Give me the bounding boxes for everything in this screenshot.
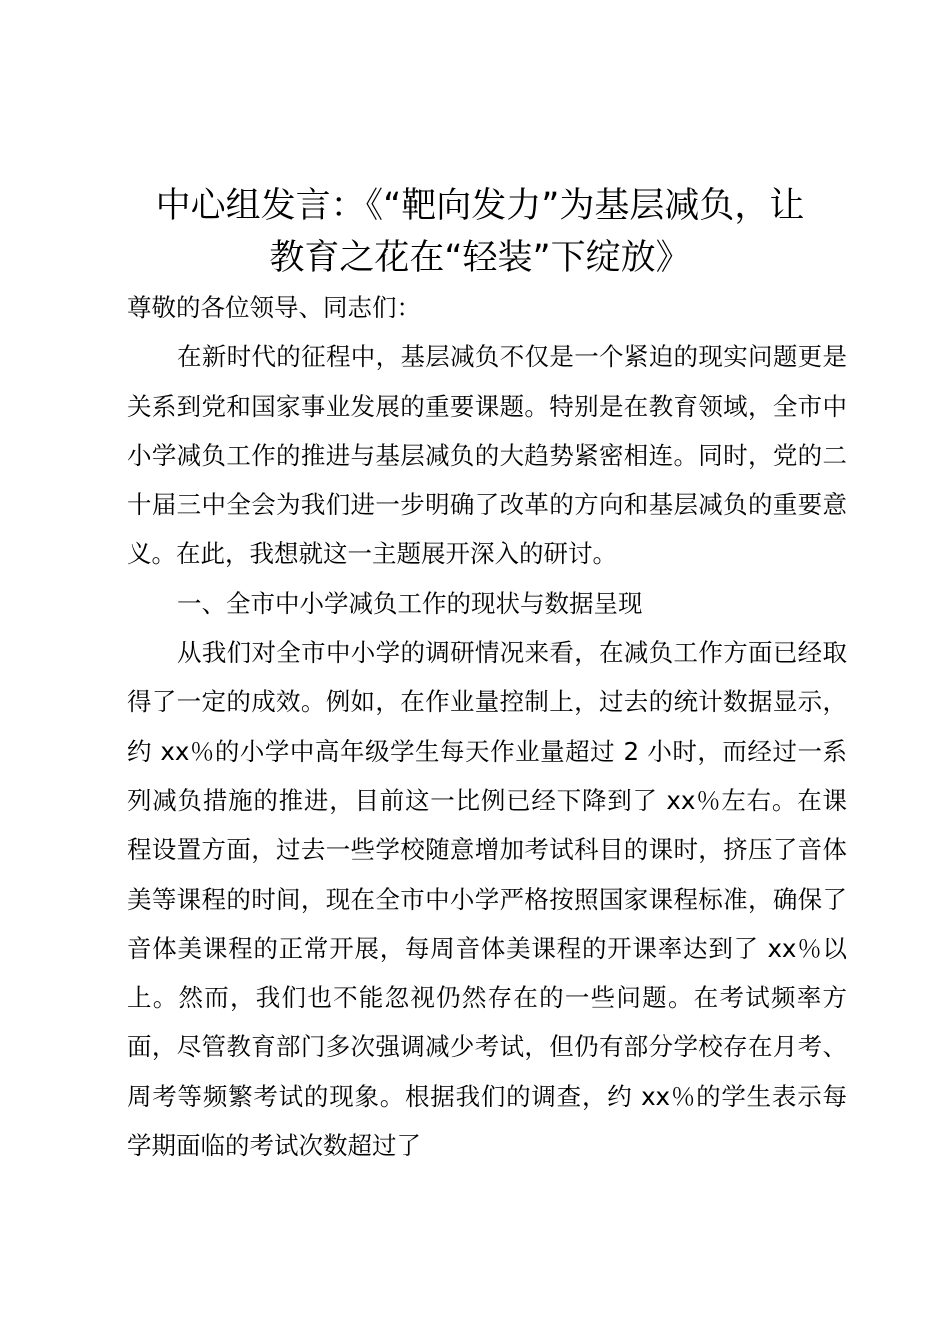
salutation: 尊敬的各位领导、同志们： (127, 293, 421, 322)
paragraph-intro: 在新时代的征程中，基层减负不仅是一个紧迫的现实问题更是关系到党和国家事业发展的重要课题。特别是在教育领域，全市中小学减负工作的推进与基层减负的大趋势紧密相连。同时，党的二十届三中全会为我们进一步明确了改革的方向和基层减负的重要意义。在此，我想就这一主题展开深入的研讨。 (127, 342, 847, 569)
title-line-1: 中心组发言：《“靶向发力”为基层减负，让 (155, 186, 805, 226)
paragraph-status: 从我们对全市中小学的调研情况来看，在减负工作方面已经取得了一定的成效。例如，在作业量控制上，过去的统计数据显示，约 xx％的小学中高年级学生每天作业量超过 2 小时，而经过一系列减负措施的推进，目前这一比例已经下降到了 xx％左右。在课程设置方面，过去一些学校随意增加考试科目的课时，挤压了音体美等课程的时间，现在全市中小学严格按照国家课程标准，确保了音体美课程的正常开展，每周音体美课程的开课率达到了 xx％以上。然而，我们也不能忽视仍然存在的一些问题。在考试频率方面，尽管教育部门多次强调减少考试，但仍有部分学校存在月考、周考等频繁考试的现象。根据我们的调查，约 xx％的学生表示每学期面临的考试次数超过了 (127, 638, 847, 1161)
section-heading-1: 一、全市中小学减负工作的现状与数据呈现 (177, 588, 643, 618)
document-title (100, 180, 860, 284)
title-line-2: 教育之花在“轻装”下绽放》 (269, 238, 691, 278)
document-body (127, 283, 847, 1170)
